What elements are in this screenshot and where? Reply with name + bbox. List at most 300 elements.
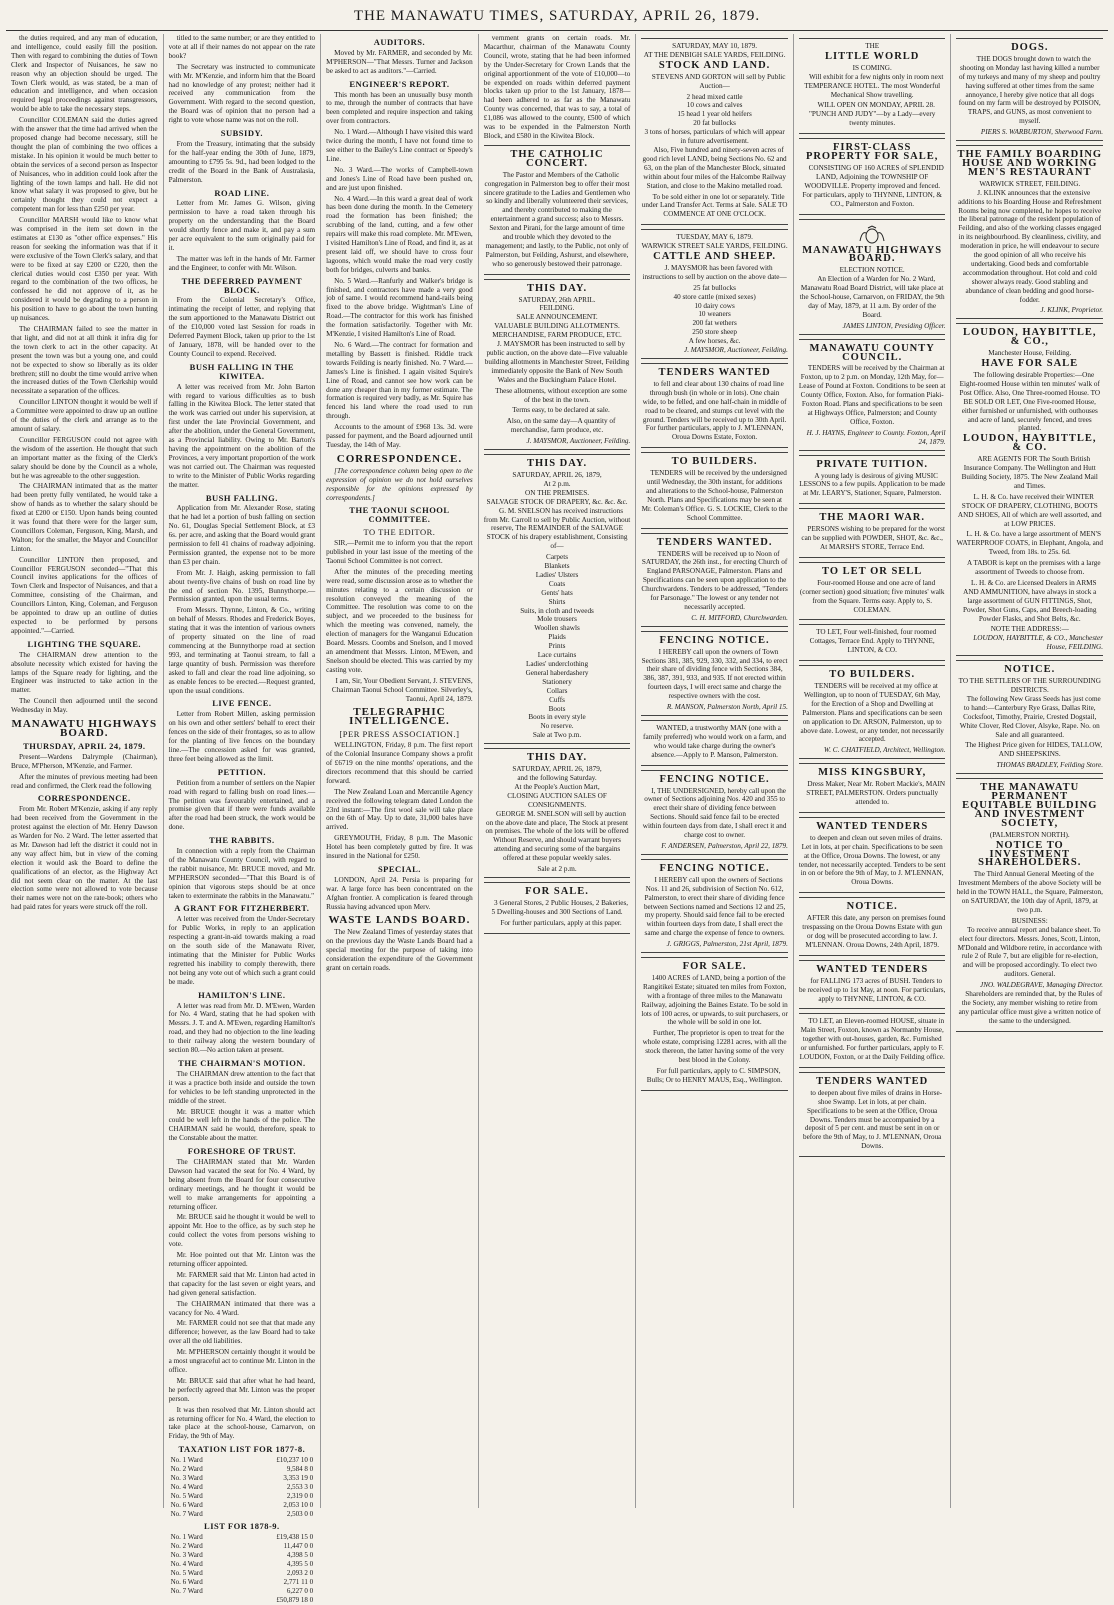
paragraph: LONDON, April 24. Persia is preparing for war. A large force has been concentrated on the Afghan frontier. A complication is feared through Russia having advanced upon Merv. (326, 875, 473, 911)
paragraph: titled to the same number; or are they entitled to vote at all if their names do not appear on the rate book? (168, 34, 316, 60)
ad-title: TENDERS WANTED. (656, 536, 773, 548)
advertisement (956, 38, 1103, 141)
paragraph: No. 4 Ward.—In this ward a great deal of work has been done during the month. In the Cemetery road the formation has been finished; the scrubbing of the land, cutting, and a few other repairs will make this road complete. Mr. M'Ewen, I visited Hamilton's Line of Road, and find it, as at present laid off, we should have to cross four lagoons, which would make the road very costly both for bridges, culverts and banks. (326, 194, 473, 274)
value-cell: 2,093 2 0 (286, 1569, 314, 1577)
paragraph: Also, on the same day—A quantity of merchandise, farm produce, etc. (506, 417, 616, 435)
ad-line: Sale at 2 p.m. (537, 865, 577, 874)
list-item: 250 store sheep (692, 328, 737, 337)
ad-line: At the People's Auction Mart, (514, 782, 600, 791)
ad-title: TENDERS WANTED (816, 1075, 929, 1087)
list-item: 25 fat bullocks (693, 283, 736, 292)
ad-line: VALUABLE BUILDING ALLOTMENTS. (494, 322, 620, 331)
article-heading: CORRESPONDENCE. (336, 452, 463, 465)
advertisement (799, 562, 946, 621)
ad-title: MANAWATU HIGHWAYS BOARD. (802, 244, 943, 265)
list-item: Mole trousers (537, 615, 577, 624)
paragraph: THE DOGS brought down to watch the shooting on Monday last having killed a number of my turkeys and many of my sheep and poultry having suffered at other times from the same annoyance, I hereby give notice that all dogs found on my farm will be destroyed by POISON, TRAPS, and GUNS, as most convenient to myself. (958, 54, 1101, 126)
ward-cell (169, 1596, 238, 1605)
paragraph: The New Zealand Loan and Mercantile Agency received the following telegram dated London the 23rd instant:—The first wool sale will take place on the 6th of May. Up to date, 31,000 bales have arrived. (326, 787, 473, 832)
list-item: Cuffs (549, 695, 565, 704)
section-heading: ENGINEER'S REPORT. (349, 78, 450, 89)
paragraph: After the minutes of the preceding meeting were read, some discussion arose as to whether the minutes relating to a certain discussion or resolution conveyed the meaning of the Committee. The resolution was come to on the subject, and we proceeded to the business for which the meeting was convened, namely, the election of managers for the Wanganui Education Board. Messrs. Coombs and Snelson, and I moved an amendment that Messrs. Linton, M'Ewen, and Snelson should be elected. This was carried by my casting vote. (326, 567, 473, 674)
advertisement (484, 748, 631, 878)
paragraph: Councillor MARSH would like to know what was comprised in the item set down in the estimates at £130 as "other office expenses." His reason for seeking the information was that if it were exclusive of the Town Clerk's salary, and that were to be fixed at say £200 or £220, then the clerical duties would cost £350 per year. With regard to the combination of the two offices, he confessed he did not approve of it, as he considered it would be degrading to a person in his position to have to go about the town hunting up nuisances. (11, 216, 158, 323)
ad-title: TENDERS WANTED (658, 367, 771, 378)
paragraph: the duties required, and any man of education, and intelligence, could easily fill the position. Then with regard to combining the duties of Town Clerk and Inspector of Nuisances, he saw no reason why an objection should be urged. The Town Clerk would, as was stated, be a man of education and intelligence, and when occasion required legal proceedings against transgressors, would be able to take the necessary steps. (11, 34, 158, 114)
section-heading: [PER PRESS ASSOCIATION.] (339, 729, 460, 740)
paragraph: To receive annual report and balance sheet. To elect four directors. Messrs. Jones, Scott, Linton, M'Donald and Wildbore retire, in accordance with rule 2 of Rule 7, but are eligible for re-election, and will be proposed accordingly. To elect two auditors. General. (957, 925, 1102, 979)
advertisement (641, 229, 788, 359)
signature: I am, Sir, Your Obedient Servant, J. STEVENS, Chairman Taonui School Committee. Silverley's, Taonui, April 24, 1879. (331, 676, 473, 703)
paragraph: No. 3 Ward.—The works of Campbell-town and Jones's Line of Road have been pushed on, and are just upon finished. (326, 165, 473, 192)
ward-cell: No. 1 Ward (170, 1456, 203, 1465)
paragraph: Present—Wardens Dalrymple (Chairman), Bruce, M'Pherson, M'Kenzie, and Farmer. (11, 752, 158, 770)
article-heading: WASTE LANDS BOARD. (328, 914, 471, 927)
paragraph: The CHAIRMAN drew attention to the absolute necessity which existed for having the lamps of the Square ready for lighting, and the Engineer was instructed to take action in the matter. (11, 650, 158, 695)
advertisement (799, 1013, 946, 1068)
article-heading: MANAWATU HIGHWAYS BOARD. (11, 718, 158, 739)
list-item: Gents' hats (541, 588, 573, 597)
list-item: Woollen shawls (534, 624, 580, 633)
paragraph: An Election of a Warden for No. 2 Ward, Manawatu Road Board District, will take place at the School-house, Carnarvon, on FRIDAY, the 9th day of May, 1879, at 11 a.m. By order of the Board. (799, 275, 945, 319)
ward-cell: No. 5 Ward (170, 1491, 203, 1500)
advertisement (641, 770, 788, 855)
list-item: 10 cows and calves (686, 101, 743, 110)
paragraph: TENDERS will be received up to Noon of SATURDAY, the 26th inst., for erecting Church of England PARSONAGE, Palmerston. Plans and Specifications can be seen upon application to the Churchwardens. Tenders to be addressed, "Tenders for Parsonage." The lowest or any tender not necessarily accepted. (641, 549, 788, 611)
value-cell: 2,503 0 0 (286, 1509, 314, 1518)
value-cell: 2,053 10 0 (283, 1500, 314, 1509)
paragraph: The CHAIRMAN drew attention to the fact that it was a practice both inside and outside the town for vehicles to be left standing unprotected in the middle of the street. (168, 1069, 316, 1105)
ad-line: SATURDAY, APRIL 26, 1879, (512, 470, 602, 479)
paragraph: TENDERS will be received at my office at Wellington, up to noon of TUESDAY, 6th May, for the Erection of a Shop and Dwelling at Palmerston. Plans and specifications can be seen on application to Dr. ARSON, Palmerston, up to above date. Lowest, or any tender, not necessarily accepted. (800, 682, 944, 744)
advertisement (799, 897, 946, 956)
ad-line: WARWICK STREET SALE YARDS, FEILDING. (641, 242, 788, 251)
paragraph: The Pastor and Members of the Catholic congregation in Palmerston beg to offer their most sincere gratitude to the Ladies and Gentlemen who so kindly and liberally volunteered their services, and thereby contributed to making the entertainment a grand success; also to Messrs. Sexton and Pirani, for the large amount of time and trouble which they devoted to the management; and lastly, to the Public, not only of Palmerston, but Feilding, Ashurst, and elsewhere, who so generously bestowed their patronage. (483, 170, 631, 268)
paragraph: The following New Grass Seeds has just come to hand:—Canterbury Rye Grass, Dallas Rite, Cocksfoot, Timothy, Prairie, Crested Dogstail, White Clover, Red Clover, Alsyke, Rape. No. on Sale and all guaranteed. (959, 694, 1101, 739)
advertisement (484, 279, 631, 450)
paragraph: vernment grants on certain roads. Mr. Macarthur, chairman of the Manawatu County Council, wrote, stating that he had been informed by the Under-Secretary for Crown Lands that the original apportionment of the vote of £10,000—to be expended on roads within deferred payment blocks taken up prior to the 1st January, 1878—had been adhered to as far as the Manawatu County was concerned, that was to say, a total of £1,086 was allowed to the county, £500 of which was to be expended in the Palmerston North Block, and £580 in the Kiwitea Block. (483, 34, 631, 140)
item-list (641, 284, 788, 346)
paragraph: Councillor LINTON then proposed, and Councillor FERGUSON seconded—"That this Council invites applications for the offices of Town Clerk and Inspector of Nuisances, and that a Committee, consisting of the Chairman, and Councillors Linton, King, Coleman, and Ferguson be appointed to draw up an outline of duties expected to be performed by persons appointed."—Carried. (11, 555, 158, 635)
paragraph: No. 1 Ward.—Although I have visited this ward twice during the month, I have not found time to see either to the Bailey's Line contract or Speedy's Line. (326, 128, 473, 163)
ad-title: NOTICE TO INVESTMENT SHAREHOLDERS. (978, 839, 1082, 869)
paragraph: The following desirable Properties:—One Eight-roomed House within ten minutes' walk of Post Office. Also, One Three-roomed House. TO BE SOLD OR LET, One Five-roomed House, either furnished or unfurnished, with outhouses and acre of land, securely fenced, and trees planted. (959, 371, 1101, 433)
dateline: THURSDAY, APRIL 24, 1879. (23, 740, 146, 751)
signature: JAMES LINTON, Presiding Officer. (842, 321, 946, 330)
paragraph: Also, Five hundred and ninety-seven acres of good rich level LAND, being Sections No. 62 and 63, on the plan of the Manchester Block, situated within about four miles of the Halcombe Railway Station, and close to the Makino metalled road. (642, 145, 787, 190)
ad-title: THIS DAY. (526, 282, 588, 294)
ad-title: LOUDON, HAYBITTLE, & CO., (963, 327, 1097, 348)
signature: J. MAYSMOR, Auctioneer, Feilding. (684, 346, 788, 355)
section-heading: ROAD LINE. (214, 187, 270, 198)
columns (6, 34, 1108, 1604)
paragraph: The Secretary was instructed to communicate with Mr. M'Kenzie, and inform him that the Board had no knowledge of any protest; neither had it received any communication from the Government. With regard to the second question, the Board was of opinion that no person had a right to vote whose name was not on the roll. (168, 62, 316, 125)
paragraph: From the Treasury, intimating that the subsidy for the half-year ending the 30th of June, 1879, amounting to £795 5s. 9d., had been lodged to the credit of the Board in the Bank of Australasia, Palmerston. (168, 139, 316, 184)
column-2 (164, 34, 322, 1604)
paragraph: No. 6 Ward.—The contract for formation and metalling by Bassett is finished. Riddle track towards Feilding is nearly finished. No. 7 Ward.—James's Line is finished. I again visited Squire's Line of Road, and cannot see how work can be done any cheaper than in my former estimate. The formation is required very badly, as Mr. Squire has fenced his land where the road used to run through. (326, 341, 473, 421)
signature: W. C. CHATFIELD, Architect, Wellington. (823, 746, 946, 755)
ad-title: THE FAMILY BOARDING HOUSE AND WORKING MEN'S RESTAURANT (957, 149, 1103, 178)
advertisement (641, 38, 788, 225)
paragraph: I, THE UNDERSIGNED, hereby call upon the owner of Sections adjoining Nos. 420 and 355 to erect their share of dividing fence between Sections. Should said fence fail to be erected within fourteen days from date, I shall erect it and charge cost to owner. (642, 786, 787, 840)
paragraph: From Messrs. Thynne, Linton, & Co., writing on behalf of Messrs. Rhodes and Frederick Boyes, stating that it was the intention of various owners of property situated on the line of road commencing at the Bunnythorpe road at section 993, and terminating at Taonui stream, to fall a large quantity of bush. Permission was therefore asked to fall and clear the road line adjoining, so as enable fences to be erected.—Request granted, upon the usual conditions. (168, 606, 316, 695)
advertisement (799, 219, 946, 335)
ad-title: THE MAORI WAR. (819, 512, 926, 524)
ad-title: HAVE FOR SALE (981, 358, 1079, 370)
masthead-rule (6, 30, 1108, 31)
advertisement (799, 817, 946, 893)
advertisement (799, 138, 946, 214)
ad-title: FOR SALE. (525, 885, 589, 897)
paragraph: for FALLING 173 acres of BUSH. Tenders to be received up to 1st May, at noon. For particulars, apply to THYNNE, LINTON, & CO. (798, 976, 946, 1003)
ad-line: ELECTION NOTICE. (839, 266, 905, 275)
ward-cell: No. 7 Ward (170, 1509, 203, 1518)
advertisement (799, 455, 946, 505)
signature: F. ANDERSEN, Palmerston, April 22, 1879. (661, 841, 788, 850)
ward-cell: No. 6 Ward (170, 1577, 203, 1586)
paragraph: STEVENS AND GORTON will sell by Public Auction— (651, 72, 786, 90)
paragraph: TENDERS will be received by the Chairman at Foxton, up to 2 p.m. on Monday, 12th May, for—Lease of Pound at Foxton. Conditions to be seen at County Office, Foxton. Also, for formation Piaki-Foxton Road. Plans and specifications to be seen at Highways Office, Palmerston; and County Office, Foxton. (798, 364, 946, 426)
section-heading: THE DEFERRED PAYMENT BLOCK. (181, 275, 303, 295)
paragraph: From the Colonial Secretary's Office, intimating the receipt of letter, and replying that the sum apportioned to the Manawatu District out of the £10,000 voted last Session for roads in Deferred Payment Block, taken up prior to the 1st of January, 1878, will be handed over to the County Council to expend. Received. (168, 296, 316, 358)
signature: JNO. WALDEGRAVE, Managing Director. (980, 981, 1104, 990)
paragraph: Mr. BRUCE thought it was a matter which could be well left in the hands of the police. The CHAIRMAN said he would, therefore, speak to the Constable about the matter. (168, 1107, 316, 1143)
ad-line: SALE ANNOUNCEMENT. (516, 313, 598, 322)
article-heading: TELEGRAPHIC INTELLIGENCE. (349, 706, 450, 728)
paragraph: To be sold either in one lot or separately. Title under Land Transfer Act. Terms at Sale. SALE TO COMMENCE AT ONE O'CLOCK. (641, 192, 788, 219)
list-item: Stationery (542, 677, 572, 686)
ad-line: AT THE DENBIGH SALE YARDS, FEILDING. (643, 50, 786, 59)
paragraph: Mr. FARMER could not see that that made any difference; however, as the law Board had to take over all the old liabilities. (168, 1319, 316, 1346)
ad-line: Sale at Two p.m. (532, 731, 582, 740)
paragraph: SIR,—Permit me to inform you that the report published in your last issue of the meeting of the Taonui School Committee is not correct. (326, 539, 473, 565)
advertisement (641, 452, 788, 528)
ad-title: NOTICE. (1004, 664, 1056, 676)
advertisement (956, 778, 1103, 1032)
advertisement (799, 960, 946, 1010)
section-heading: BUSH FALLING. (205, 492, 278, 503)
column-1 (6, 34, 164, 1508)
paragraph: A young lady is desirous of giving MUSIC LESSONS to a few pupils. Application to be made at Mr. LEARY'S, Stationer, Square, Palmerston. (799, 471, 946, 498)
paragraph: It was then resolved that Mr. Linton should act as returning officer for No. 4 Ward, the election to take place at the school-house, Carnarvon, on Friday, the 9th of May. (168, 1405, 316, 1441)
table-row (169, 1542, 316, 1551)
paragraph: Mr. BRUCE said that after what he had heard, he perfectly agreed that Mr. Linton was the proper person. (168, 1376, 316, 1403)
table-row (169, 1501, 316, 1510)
item-list (484, 553, 631, 722)
column-7 (951, 34, 1108, 1508)
table-row (169, 1578, 316, 1587)
paragraph: Petition from a number of settlers on the Napier road with regard to falling bush on road lines.—The petition was favourably entertained, and a promise given that if there were funds available after the road had been struck, the work would be done. (168, 778, 316, 832)
editorial-note: [The correspondence column being open to the expression of opinion we do not hold ourselves responsible for the opinions expressed by correspondents.] (326, 466, 473, 502)
section-heading: LIVE FENCE. (212, 698, 272, 709)
paragraph: Councillor LINTON thought it would be well if a Committee were appointed to draw up an outline of the duties of the clerk and arrange as to the amount of salary. (11, 398, 158, 433)
section-heading: CORRESPONDENCE. (37, 793, 131, 804)
signature: R. MANSON, Palmerston North, April 15. (666, 703, 788, 712)
list-item: Suits, in cloth and tweeds (520, 606, 594, 615)
table-row (169, 1510, 316, 1519)
paragraph: Councillor COLEMAN said the duties agreed with the answer that the time had arrived when the proposed change had become necessary, still he thought the plan of combining the two offices a mistake. In his opinion it would be much better to obtain the services of a second person as Inspector of Nuisances, who in addition could look after the lighting of the town lamps and hall. He did not know what salary it was proposed to give, but he certainly thought they could not expect a competent man for less than £250 per year. (11, 116, 158, 214)
paragraph: GREYMOUTH, Friday, 8 p.m. The Masonic Hotel has been completely gutted by fire. It was insured in the National for £250. (326, 834, 473, 861)
ad-line: At 2 p.m. (543, 479, 571, 488)
ad-title: STOCK AND LAND. (658, 59, 771, 71)
table-row (169, 1456, 316, 1465)
paragraph: to fell and clear about 130 chains of road line through bush (in whole or in lots). One chain wide, to be felled, and one half-chain in middle of road to be cleared, and stumps cut level with the ground. Tenders will be received up to 30th April. For further particulars, apply to J. M'LENNAN, Oroua Downs Estate, Foxton. (642, 379, 787, 442)
ad-line: and the following Saturday. (517, 773, 597, 782)
ad-line: No reserve. (540, 722, 574, 731)
paragraph: Mr. Hoe pointed out that Mr. Linton was the returning officer appointed. (168, 1251, 316, 1268)
ad-title: NOTICE. (846, 901, 898, 913)
paragraph: A letter was read from Mr. D. M'Ewen, Warden for No. 4 Ward, stating that he had spoken with Messrs. J. T. and A. M'Ewen, regarding Hamilton's road, and they had no objection to the line leading to their railway along the western boundary of section 80.—No action taken at present. (168, 1001, 316, 1055)
paragraph: A letter was received from the Under-Secretary for Public Works, in reply to an application respecting a grant-in-aid towards making a road on the south side of the Manawatu River, intimating that the Minister for Public Works regretted his inability to comply therewith, there not being any vote out of which such a grant could be made. (168, 915, 316, 986)
ward-cell: No. 5 Ward (170, 1569, 203, 1577)
paragraph: WANTED, a trustworthy MAN (one with a family preferred) who would work on a farm, and who would take charge during the owner's absence.—Apply to P. Manson, Palmerston. (643, 724, 787, 759)
advertisement (641, 720, 788, 766)
table-row (169, 1465, 316, 1474)
paragraph: G. M. SNELSON has received instructions from Mr. Carroll to sell by Public Auction, without reserve, The REMAINDER of the SALVAGE STOCK of his drapery establishment, Consisting of— (483, 506, 631, 551)
value-cell: 6,227 0 0 (286, 1586, 314, 1595)
list-item: 200 fat wethers (692, 319, 737, 328)
ad-title: WANTED TENDERS (816, 820, 929, 832)
ad-line: MERCHANDISE, FARM PRODUCE, ETC. (492, 331, 622, 340)
advertisement (484, 882, 631, 934)
list-item: 3 tons of horses, particulars of which will appear in future advertisement. (644, 128, 785, 146)
ad-title: LITTLE WORLD (824, 50, 920, 62)
signature: J. KLINK, Proprietor. (1040, 306, 1104, 315)
signature: J. MAYSMOR, Auctioneer, Feilding. (526, 437, 631, 446)
list-item: Collars (546, 686, 568, 695)
paragraph: WILL OPEN ON MONDAY, APRIL 28. "PUNCH AND JUDY"—by a Lady—every twenty minutes. (808, 101, 936, 128)
paragraph: These allotments, without exception are some of the best in the town. (495, 386, 627, 404)
paragraph: Accounts to the amount of £968 13s. 3d. were passed for payment, and the Board adjourned until Tuesday, the 14th of May. (326, 423, 473, 449)
table-row (169, 1492, 316, 1501)
ward-cell: No. 7 Ward (170, 1586, 203, 1595)
item-list (641, 93, 788, 146)
paragraph: GEORGE M. SNELSON will sell by auction on the above date and place, The Stock at present on premises. The whole of the lots will be offered Without Reserve, and should warrant buyers attending and securing some of the bargains offered at these popular weekly sales. (485, 809, 629, 863)
list-item: 10 weaners (698, 310, 731, 319)
ad-line: WARWICK STREET, FEILDING. (979, 179, 1081, 188)
paragraph: Terms easy, to be declared at sale. (512, 406, 610, 415)
paragraph: J. MAYSMOR has been favored with instructions to sell by auction on the above date— (642, 263, 787, 281)
paragraph: CONSISTING OF 160 ACRES of SPLENDID LAND, Adjoining the TOWNSHIP OF WOODVILLE. Property improved and fenced. For particulars, apply to THYNNE, LINTON, & CO., Palmerston and Foxton. (802, 163, 944, 208)
paragraph: In connection with a reply from the Chairman of the Manawatu County Council, with regard to the rabbit nuisance, Mr. BRUCE moved, and Mr. M'PHERSON seconded—"That this Board is of opinion that vigorous steps should be at once taken to exterminate the rabbits in the Manawatu." (168, 847, 316, 900)
table-row (169, 1474, 316, 1483)
ad-title: FIRST-CLASS PROPERTY FOR SALE, (805, 142, 939, 163)
paragraph: The CHAIRMAN failed to see the matter in that light, and did not at all think it infra dig for the town clerk to act in the other capacity. At present the town was but a young one, and could not be expected to show so liberally as its older brethren; still no doubt the time would arrive when the increased duties of the Town Clerkship would necessitate a separation of the offices. (11, 325, 158, 396)
royal-crest-icon (854, 225, 890, 245)
advertisement (799, 38, 946, 134)
section-heading: PETITION. (217, 766, 266, 777)
paragraph: Mr. M'PHERSON certainly thought it would be a most ungraceful act to continue Mr. Linton in the office. (168, 1348, 316, 1374)
signature: THOMAS BRADLEY, Feilding Store. (996, 761, 1104, 770)
section-heading: HAMILTON'S LINE. (198, 989, 286, 1000)
ad-title: DOGS. (1011, 42, 1049, 53)
list-item: Prints (548, 642, 566, 651)
paragraph: The Third Annual General Meeting of the Investment Members of the above Society will be held in the TOWN HALL, the Square, Palmerston, on SATURDAY, the 10th day of April, 1879, at two p.m. (956, 870, 1103, 914)
ad-title: MISS KINGSBURY, (818, 767, 927, 779)
table-row (169, 1560, 316, 1569)
advertisement (484, 454, 631, 744)
ad-line: SATURDAY, APRIL 26, 1879, (512, 765, 602, 774)
paragraph: Shareholders are reminded that, by the Rules of the Society, any member wishing to retire from any particular office must give a written notice of the same to the undersigned. (958, 990, 1103, 1025)
section-heading: SUBSIDY. (220, 128, 263, 139)
section-heading: TO THE EDITOR. (363, 527, 436, 538)
table-heading: LIST FOR 1878-9. (204, 1521, 280, 1532)
table-row (169, 1596, 316, 1605)
paragraph: The CHAIRMAN intimated that as the matter had been pretty fully ventilated, he would take a show of hands as to whether the salary should be fixed at £200 or £150. Upon hands being counted it was found that there were for the larger sum, Councillors Coleman, Ferguson, King, Marsh, and Walton; for the smaller, the Mayor and Councillor Linton. (11, 482, 158, 553)
ad-title: WANTED TENDERS (816, 963, 929, 975)
paragraph: J. MAYSMOR has been instructed to sell by public auction, on the above date—Five valuable building allotments in Manchester Street, Feilding immediately opposite the Bank of New South Wales and the Buckingham Palace Hotel. (484, 340, 630, 384)
ad-line: CLOSING AUCTION SALES OF CONSIGNMENTS. (507, 791, 607, 809)
ward-cell: No. 6 Ward (170, 1500, 203, 1509)
column-4 (479, 34, 637, 1508)
ward-cell: No. 1 Ward (170, 1533, 203, 1542)
signature: H. J. HAYNS, Engineer to County. Foxton, April 24, 1879. (806, 428, 946, 446)
ad-title: PRIVATE TUITION. (816, 458, 929, 470)
list-item: Plaids (548, 633, 566, 642)
paragraph: Further, The proprietor is open to treat for the whole estate, comprising 12281 acres, with all the stock thereon, the latter having some of the very best blood in the Colony. (642, 1029, 787, 1065)
paragraph: Mr. BRUCE said he thought it would be well to appoint Mr. Hoe to the office, as by such step he could collect the votes from persons wishing to vote. (168, 1213, 316, 1249)
table-row (169, 1533, 316, 1542)
paragraph: A TABOR is kept on the premises with a large assortment of Tweeds to choose from. (967, 559, 1101, 577)
list-item: Blankets (544, 562, 570, 571)
ad-title: FENCING NOTICE. (659, 634, 770, 646)
advertisement (799, 624, 946, 661)
ad-line: THE (865, 42, 880, 50)
ward-cell: No. 3 Ward (170, 1551, 203, 1560)
paragraph: L. H. & Co. have received their WINTER STOCK OF DRAPERY, CLOTHING, BOOTS AND SHOES, All of which are well assorted, and at LOW PRICES. (957, 492, 1102, 528)
table-row (169, 1551, 316, 1560)
paragraph: Councillor FERGUSON could not agree with the wisdom of the assertion. He thought that such an important matter as the fixing of the Clerk's salary should be done by the Council as a whole, but he was agreeable to the other suggestion. (11, 435, 158, 480)
paragraph: I HEREBY call upon the owners of Town Sections 381, 385, 929, 330, 332, and 334, to erect their share of dividing fence with Sections 384, 386, 387, 391, 933, and 935. If not erected within fourteen days, I will erect same and charge the respective owners with the cost. (641, 647, 788, 701)
signature: LOUDON, HAYBITTLE, & CO., Manchester House, FEILDING. (973, 634, 1104, 652)
signature: J. GRIGGS, Palmerston, 21st April, 1879. (666, 940, 788, 949)
advertisement (799, 665, 946, 759)
paragraph: Letter from Mr. James G. Wilson, giving permission to have a road taken through his property on the understanding that the Board would shortly fence and make it, and pay a sum per acre equivalent to the sum originally paid for it. (168, 199, 316, 252)
paragraph: AFTER this date, any person on premises found trespassing on the Oroua Downs Estate with gun or dog will be prosecuted according to law. J. M'LENNAN. Oroua Downs, 24th April, 1879. (802, 914, 946, 949)
section-heading: LIGHTING THE SQUARE. (27, 638, 142, 649)
paragraph: ARE AGENTS FOR The South British Insurance Company. The Wellington and Hutt Building Society, 1875. The New Zealand Mail and Times. (961, 455, 1098, 490)
value-cell: 2,771 11 0 (283, 1577, 314, 1586)
ad-title: THE CATHOLIC CONCERT. (510, 148, 604, 169)
section-heading: BUSH FALLING IN THE KIWITEA. (189, 361, 295, 381)
paragraph: For further particulars, apply at this paper. (500, 918, 622, 927)
advertisement (799, 1072, 946, 1157)
advertisement (641, 859, 788, 953)
paragraph: After the minutes of previous meeting had been read and confirmed, the Clerk read the following (11, 772, 158, 790)
table-row (169, 1587, 316, 1596)
masthead: THE MANAWATU TIMES, SATURDAY, APRIL 26, 1879. (353, 8, 761, 24)
paragraph: J. KLINK announces that the extensive additions to his Boarding House and Refreshment Rooms being now completed, he hopes to receive the liberal patronage of the resident population of Feilding, and also of the working classes engaged in its neighbourhood. By cleanliness, civility, and moderation in price, he will endeavour to secure the good opinion of all who receive his undertaking. Good beds and comfortable accommodation throughout. Hot cold and cold shower always ready. Good stabling and abundance of clean bedding and good horse-fodder. (958, 188, 1102, 304)
list-item: Ladies' underclothing (525, 660, 589, 668)
paragraph: L. H. & Co. are Licensed Dealers in ARMS AND AMMUNITION, have always in stock a large assortment of GUN FITTINGS, Shot, Powder, Shot Guns, Caps, and Breech-loading Powder Flasks, and Shot Belts, &c. (963, 578, 1097, 623)
list-item: 40 store cattle (mixed sexes) (673, 292, 756, 301)
paragraph: The matter was left in the hands of Mr. Farmer and the Engineer, to confer with Mr. Wilson. (168, 254, 316, 272)
paragraph: From Mr. Robert M'Kenzie, asking if any reply had been received from the Government in the protest against the election of Mr. Henry Dawson as Warden for No. 2 Ward. The letter asserted that as Mr. Dawson had left the district it could not in any way affect him, but in view of the coming election it would ask the Board to define the qualifications of an elector, as the Highway Act did not seem clear on the matter. At the last election some were not allowed to vote because their names were not on the rate-book; others who had paid rates for years were struck off the roll. (11, 805, 158, 912)
table-heading: TAXATION LIST FOR 1877-8. (178, 1444, 306, 1455)
ad-line: (PALMERSTON NORTH). (989, 830, 1070, 839)
list-item: 20 fat bullocks (693, 119, 736, 128)
advertisement (641, 363, 788, 448)
paragraph: From Mr. J. Haigh, asking permission to fall about twenty-five chains of bush on road line by the end of section No. 1395, Bunnythorpe.—Permission granted, upon the usual terms. (168, 568, 316, 604)
advertisement (956, 660, 1103, 774)
paragraph: TO LET, Four well-finished, four roomed Cottages, Terrace End. Apply to THYNNE, LINTON, & CO. (809, 628, 937, 655)
ad-line: SATURDAY, MAY 10, 1879. (672, 42, 758, 50)
paragraph: TO LET, an Eleven-roomed HOUSE, situate in Main Street, Foxton, known as Normanby House, together with out-houses, garden, &c. Furnished or unfurnished. For further particulars, apply to F. LOUDON, Foxton, or at the Daily Feilding office. (799, 1017, 945, 1062)
ad-line: SALVAGE STOCK OF DRAPERY, &c. &c. &c. (486, 497, 628, 506)
value-cell: 11,447 0 0 (283, 1542, 314, 1551)
ad-line: TO THE SETTLERS OF THE SURROUNDING DISTRICTS. (958, 677, 1101, 694)
advertisement (799, 508, 946, 558)
list-item: 2 head mixed cattle (686, 92, 743, 101)
signature: PIERS S. WARBURTON, Sherwood Farm. (980, 128, 1104, 137)
section-heading: THE CHAIRMAN'S MOTION. (178, 1057, 306, 1068)
paragraph: WELLINGTON, Friday, 8 p.m. The first report of the Colonial Insurance Company shows a profit of £6719 on the nine months' operations, and the directors recommend that this should be carried forward. (326, 741, 473, 785)
ad-line: SATURDAY, 26th APRIL. (518, 295, 596, 304)
ad-title: CATTLE AND SHEEP. (653, 251, 777, 263)
section-heading: AUDITORS. (373, 37, 426, 47)
paragraph: No. 5 Ward.—Ranfurly and Walker's bridge is finished, and contractors have made a very good job of same. I would recommend hand-rails being fixed to the above bridge. Wightman's Line of Road.—The contractor for this work has finished the formation satisfactorily. Together with Mr. M'Kenzie, I visited Hamilton's Line of Road. (326, 276, 473, 339)
paragraph: 3 General Stores, 2 Public Houses, 2 Bakeries, 5 Dwelling-houses and 300 Sections of Land. (491, 898, 629, 916)
ad-line: NOTE THE ADDRESS:— (990, 625, 1069, 634)
value-cell: 4,395 5 0 (286, 1560, 314, 1569)
section-heading: SPECIAL. (377, 863, 421, 874)
section-heading: THE RABBITS. (209, 835, 275, 846)
advertisement (956, 323, 1103, 656)
ad-title: TO BUILDERS. (829, 669, 916, 681)
value-cell: 9,584 8 0 (286, 1465, 314, 1474)
paragraph: Dress Maker, Near Mr. Robert Mackie's, MAIN STREET, PALMERSTON. Orders punctually attended to. (806, 780, 946, 806)
ad-title: MANAWATU COUNTY COUNCIL. (809, 342, 935, 363)
section-heading: THE TAONUI SCHOOL COMMITTEE. (349, 505, 450, 525)
value-cell: 4,398 5 0 (286, 1551, 314, 1560)
paragraph: 1400 ACRES of LAND, being a portion of the Rangitikei Estate; situated ten miles from Foxton, with a frontage of three miles to the Manawatu Railway, adjoining the Baines Estate. To be sold in lots of 100 acres, or upwards, to suit purchasers, or the whole will be sold in one lot. (641, 973, 788, 1027)
list-item: Shirts (548, 597, 566, 606)
ward-cell: No. 4 Ward (170, 1482, 203, 1491)
column-3 (321, 34, 479, 1508)
value-cell: 2,319 0 0 (286, 1491, 314, 1500)
list-item: Carpets (546, 553, 568, 562)
ad-title: THE MANAWATU PERMANENT EQUITABLE BUILDING AND INVESTMENT SOCIETY, (962, 782, 1098, 829)
table-row (169, 1569, 316, 1578)
list-item: General haberdashery (525, 668, 589, 677)
signature: C. H. MITFORD, Churchwarden. (691, 613, 788, 622)
list-item: 10 dairy cows (694, 301, 735, 310)
ad-title: TO LET OR SELL (822, 565, 923, 577)
paragraph: The CHAIRMAN stated that Mr. Warden Dawson had vacated the seat for No. 4 Ward, by being absent from the Board for four consecutive ordinary meetings, and he thought it would be well to make arrangements for appointing a returning officer. (168, 1158, 316, 1211)
paragraph: The CHAIRMAN intimated that there was a vacancy for No. 4 Ward. (168, 1299, 316, 1317)
advertisement (799, 763, 946, 813)
list-item: Boots in every style (528, 713, 586, 722)
list-item: Lace curtains (537, 651, 577, 660)
list-item: Coats (548, 579, 566, 588)
list-item: A few horses, &c. (688, 337, 741, 346)
paragraph: TENDERS will be received by the undersigned until Wednesday, the 30th instant, for additions and alterations to the School-house, Palmerston North. Plans and Specifications may be seen at Mr. Coleman's Office. G. S. LOCKIE, Clerk to the School Committee. (641, 469, 788, 522)
paragraph: Moved by Mr. FARMER, and seconded by Mr. M'PHERSON—"That Messrs. Turner and Jackson be asked to act as auditors."—Carried. (326, 48, 473, 75)
advertisement (799, 339, 946, 451)
ward-cell: No. 4 Ward (170, 1560, 203, 1569)
ad-line: TUESDAY, MAY 6, 1879. (676, 233, 753, 242)
paragraph: For full particulars, apply to C. SIMPSON, Bulls; Or to HENRY MAUS, Esq., Wellington. (646, 1067, 783, 1084)
paragraph: The Council then adjourned until the second Wednesday in May. (11, 697, 158, 715)
paragraph: The Highest Price given for HIDES, TALLOW, AND SHEEPSKINS. (965, 741, 1103, 759)
ward-cell: No. 2 Ward (170, 1542, 203, 1551)
taxation-table-1878 (169, 1533, 316, 1604)
paragraph: L. H. & Co. have a large assortment of MEN'S WATERPROOF COATS, in Elephant, Angola, and Tweed, from 18s. to 25s. 6d. (956, 530, 1104, 557)
ad-title: FENCING NOTICE. (659, 773, 770, 785)
advertisement (641, 957, 788, 1091)
ad-title: THIS DAY. (526, 752, 588, 764)
paragraph: I HEREBY call upon the owners of Sections Nos. 11 and 26, subdivision of Section No. 612, Palmerston, to erect their share of dividing fence between Sections named and Sections 12 and 25, my property. Should said fence fail to be erected within fourteen days from date, I shall erect the same and charge the expense of fence to owners. (643, 875, 786, 938)
